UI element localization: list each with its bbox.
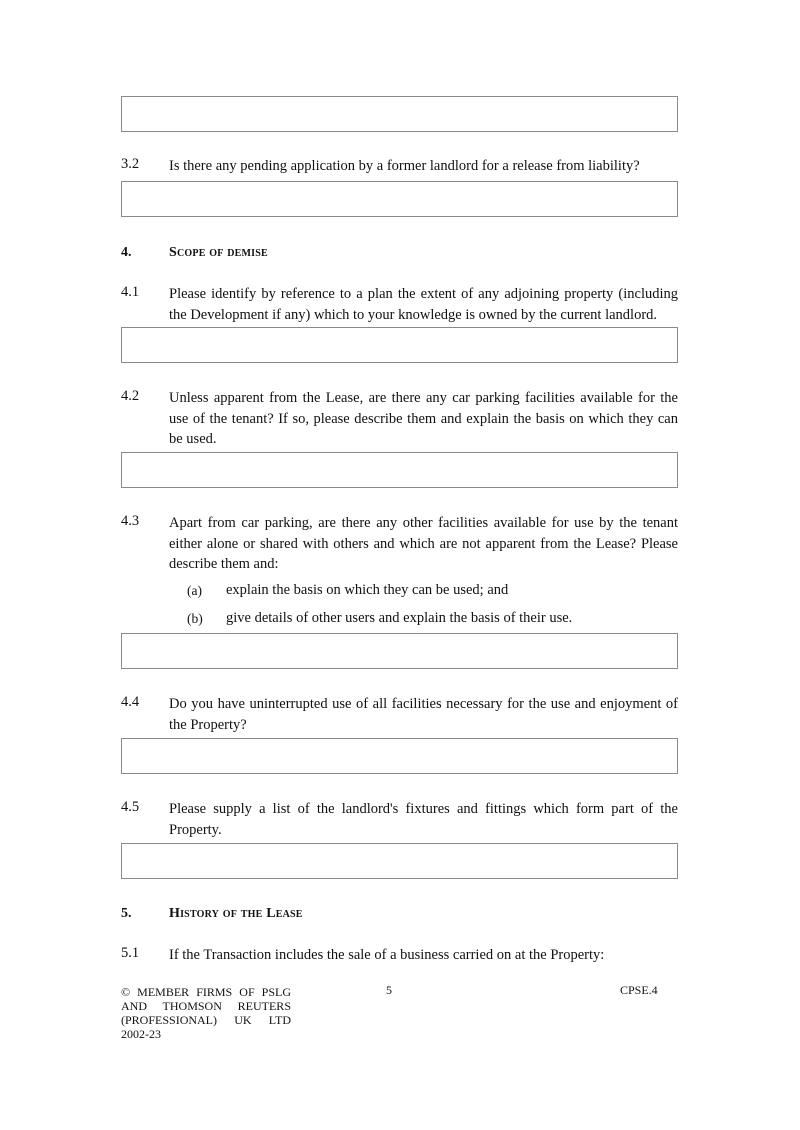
- copyright-line: 2002-23: [121, 1027, 161, 1041]
- question-number: 4.2: [121, 388, 140, 404]
- question-text: Please identify by reference to a plan the extent of any adjoining property (including the Development if any) which to your knowledge is owned by the current landlord.: [169, 286, 678, 323]
- subitem-label: (b): [187, 611, 203, 626]
- question-number: 3.2: [121, 156, 140, 172]
- answer-box-4-5[interactable]: [121, 843, 678, 879]
- answer-box-4-3[interactable]: [121, 633, 678, 669]
- section-title: Scope of demise: [169, 245, 268, 260]
- question-number: 4.5: [121, 799, 140, 815]
- section-number: 4.: [121, 245, 132, 260]
- subitem-label: (a): [187, 583, 202, 598]
- question-text: If the Transaction includes the sale of a business carried on at the Property:: [169, 947, 605, 963]
- copyright-line: © MEMBER FIRMS OF PSLG: [121, 985, 291, 999]
- answer-box-3-2[interactable]: [121, 181, 678, 217]
- answer-box-4-4[interactable]: [121, 738, 678, 774]
- question-text: Unless apparent from the Lease, are there any car parking facilities available for the use of the tenant? If so, please describe them and explain the basis on which they can be used.: [169, 390, 678, 447]
- answer-box-4-1[interactable]: [121, 327, 678, 363]
- question-number: 4.1: [121, 284, 140, 300]
- page-number: 5: [386, 983, 392, 997]
- question-text: Please supply a list of the landlord's fixtures and fittings which form part of the Property.: [169, 801, 678, 838]
- copyright-line: (PROFESSIONAL) UK LTD: [121, 1013, 291, 1027]
- form-code: CPSE.4: [620, 983, 658, 997]
- subitem-text: explain the basis on which they can be used; and: [226, 582, 509, 598]
- answer-box-4-2[interactable]: [121, 452, 678, 488]
- question-number: 4.3: [121, 513, 140, 529]
- answer-box-3-1[interactable]: [121, 96, 678, 132]
- question-text: Apart from car parking, are there any other facilities available for use by the tenant either alone or shared with others and which are not apparent from the Lease? Please describe them and:: [169, 515, 678, 572]
- section-title: History of the Lease: [169, 906, 303, 921]
- question-text: Do you have uninterrupted use of all facilities necessary for the use and enjoyment of the Property?: [169, 696, 678, 733]
- footer-copyright: [121, 985, 291, 1041]
- section-number: 5.: [121, 906, 132, 921]
- question-text: Is there any pending application by a former landlord for a release from liability?: [169, 158, 640, 174]
- question-number: 5.1: [121, 945, 140, 961]
- question-number: 4.4: [121, 694, 140, 710]
- subitem-text: give details of other users and explain the basis of their use.: [226, 610, 573, 626]
- copyright-line: AND THOMSON REUTERS: [121, 999, 291, 1013]
